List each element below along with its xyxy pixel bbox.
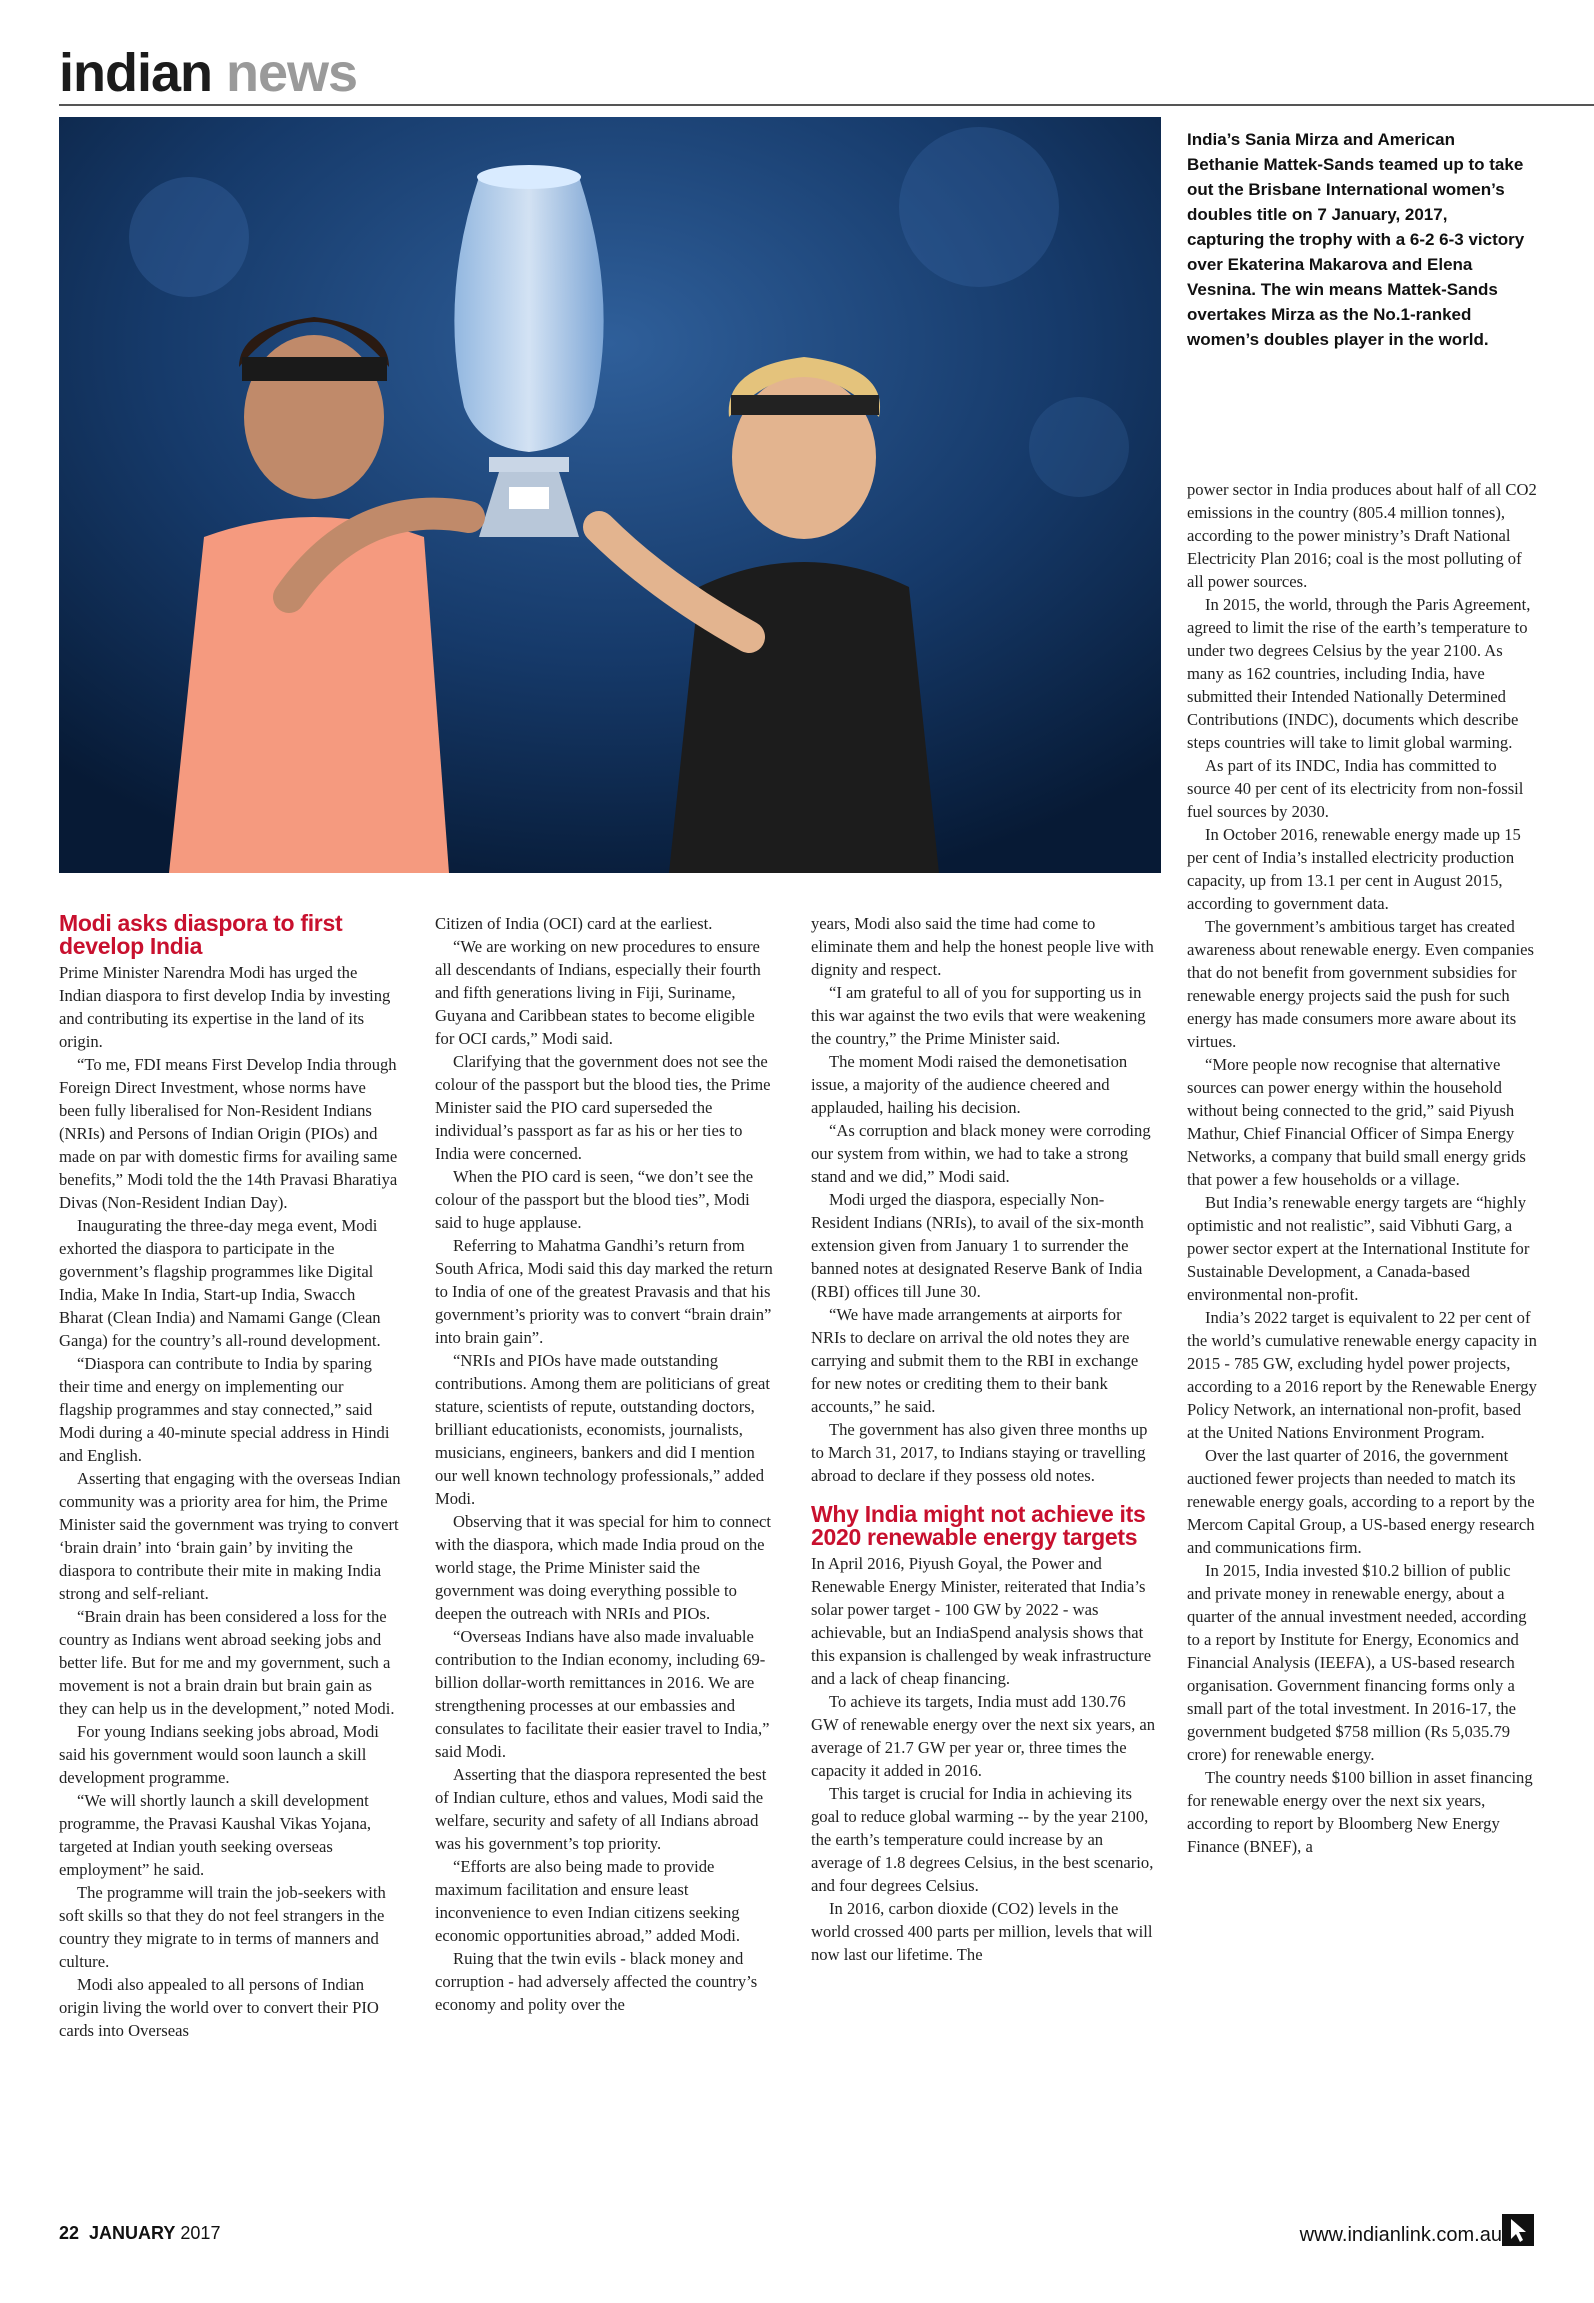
article2-headline: Why India might not achieve its 2020 renewable energy targets <box>811 1501 1146 1550</box>
article1-column-1 <box>59 912 401 2042</box>
article2-paragraph: power sector in India produces about half of all CO2 emissions in the country (805.4 million tonnes), according to the power ministry’s Draft National Electricity Plan 2016; coal is the most polluting of all power sources. <box>1187 480 1537 591</box>
header-rule <box>59 104 1594 106</box>
article1-paragraph: Citizen of India (OCI) card at the earliest. <box>435 914 713 933</box>
article2-paragraph: In October 2016, renewable energy made up 15 per cent of India’s installed electricity production capacity, up from 13.1 per cent in August 2015, according to government data. <box>1187 825 1521 913</box>
masthead <box>59 43 358 103</box>
article1-paragraph: “We have made arrangements at airports for NRIs to declare on arrival the old notes they are carrying and submit them to the RBI in exchange for new notes or crediting them to their bank accounts,” he said. <box>811 1305 1139 1416</box>
footer-url-link[interactable]: www.indianlink.com.au <box>1299 2224 1502 2246</box>
article1-paragraph: “Overseas Indians have also made invaluable contribution to the Indian economy, including 69-billion dollar-worth remittances in 2016. We are strengthening processes at our embassies and consulates to facilitate their easier travel to India,” said Modi. <box>435 1627 770 1761</box>
article1-paragraph: “To me, FDI means First Develop India through Foreign Direct Investment, whose norms have been fully liberalised for Non-Resident Indians (NRIs) and Persons of Indian Origin (PIOs) and made on par with domestic firms for availing same benefits,” Modi told the the 14th Pravasi Bharatiya Divas (Non-Resident Indian Day). <box>59 1055 398 1212</box>
column-3 <box>811 912 1156 1966</box>
article1-column-2 <box>435 912 777 2016</box>
article2-paragraph: In 2015, the world, through the Paris Agreement, agreed to limit the rise of the earth’s temperature to under two degrees Celsius by the year 2100. As many as 162 countries, including India, have submitted their Intended Nationally Determined Contributions (INDC), documents which describe steps countries will take to limit global warming. <box>1187 595 1531 752</box>
footer-folio <box>59 2223 220 2244</box>
article1-paragraph: “Efforts are also being made to provide maximum facilitation and ensure least inconvenience to even Indian citizens seeking economic opportunities abroad,” added Modi. <box>435 1857 741 1945</box>
article1-paragraph: The moment Modi raised the demonetisation issue, a majority of the audience cheered and applauded, hailing his decision. <box>811 1052 1128 1117</box>
issue-month: JANUARY <box>89 2223 176 2243</box>
article2-paragraph: But India’s renewable energy targets are “highly optimistic and not realistic”, said Vibhuti Garg, a power sector expert at the International Institute for Sustainable Development, a Canada-based environmental non-profit. <box>1187 1193 1530 1304</box>
article1-paragraph: “NRIs and PIOs have made outstanding contributions. Among them are politicians of great stature, scientists of repute, outstanding doctors, brilliant educationists, economists, journalists, musicians, engineers, bankers and did I mention our well known technology professionals,” added Modi. <box>435 1351 771 1508</box>
article1-paragraph: “Diaspora can contribute to India by sparing their time and energy on implementing our flagship programmes and stay connected,” said Modi during a 40-minute special address in Hindi and English. <box>59 1354 390 1465</box>
article2-paragraph: The country needs $100 billion in asset financing for renewable energy over the next six years, according to report by Bloomberg New Energy Finance (BNEF), a <box>1187 1768 1533 1856</box>
article1-paragraph: Modi also appealed to all persons of Indian origin living the world over to convert their PIO cards into Overseas <box>59 1975 379 2040</box>
article1-paragraph: Asserting that the diaspora represented the best of Indian culture, ethos and values, Modi said the welfare, security and safety of all Indians abroad was his government’s top priority. <box>435 1765 767 1853</box>
article1-paragraph: Ruing that the twin evils - black money and corruption - had adversely affected the country’s economy and polity over the <box>435 1949 758 2014</box>
article1-paragraph: “I am grateful to all of you for supporting us in this war against the two evils that were weakening the country,” the Prime Minister said. <box>811 983 1146 1048</box>
article2-paragraph: In 2015, India invested $10.2 billion of public and private money in renewable energy, about a quarter of the annual investment needed, according to a report by Institute for Energy, Economics and Financial Analysis (IEEFA), a US-based research organisation. Government financing forms only a small part of the total investment. In 2016-17, the government budgeted $758 million (Rs 5,035.79 crore) for renewable energy. <box>1187 1561 1527 1764</box>
article1-paragraph: The programme will train the job-seekers with soft skills so that they do not feel strangers in the country they migrate to in terms of manners and culture. <box>59 1883 386 1971</box>
issue-year: 2017 <box>180 2223 221 2243</box>
article1-paragraph: Referring to Mahatma Gandhi’s return from South Africa, Modi said this day marked the return to India of one of the greatest Pravasis and that his government’s priority was to convert “brain drain” into brain gain”. <box>435 1236 773 1347</box>
article2-paragraph: The government’s ambitious target has created awareness about renewable energy. Even companies that do not benefit from government subsidies for renewable energy projects said the push for such energy has made consumers more aware about its virtues. <box>1187 917 1534 1051</box>
article1-paragraph: The government has also given three months up to March 31, 2017, to Indians staying or travelling abroad to declare if they possess old notes. <box>811 1420 1148 1485</box>
article1-paragraph: Prime Minister Narendra Modi has urged the Indian diaspora to first develop India by investing and contributing its expertise in the land of its origin. <box>59 963 391 1051</box>
article2-paragraph: As part of its INDC, India has committed to source 40 per cent of its electricity from non-fossil fuel sources by 2030. <box>1187 756 1524 821</box>
article1-paragraph: Inaugurating the three-day mega event, Modi exhorted the diaspora to participate in the government’s flagship programmes like Digital India, Make In India, Start-up India, Swacch Bharat (Clean India) and Namami Gange (Clean Ganga) for the country’s all-round development. <box>59 1216 381 1350</box>
page-number: 22 <box>59 2223 80 2243</box>
article1-paragraph: “We are working on new procedures to ensure all descendants of Indians, especially their fourth and fifth generations living in Fiji, Suriname, Guyana and Caribbean states to become eligible for OCI cards,” Modi said. <box>435 937 761 1048</box>
pointer-logo-icon <box>1502 2214 1534 2246</box>
article2-column-4 <box>1187 478 1537 1858</box>
article1-paragraph: Clarifying that the government does not see the colour of the passport but the blood ties, the Prime Minister said the PIO card superseded the individual’s passport as far as his or her ties to India were concerned. <box>435 1052 771 1163</box>
article1-paragraph: “Brain drain has been considered a loss for the country as Indians went abroad seeking jobs and better life. But for me and my government, such a movement is not a brain drain but brain gain as they can help us in the development,” noted Modi. <box>59 1607 395 1718</box>
masthead-word-news: news <box>226 43 358 103</box>
article1-paragraph: “As corruption and black money were corroding our system from within, we had to take a strong stand and we did,” Modi said. <box>811 1121 1151 1186</box>
article1-paragraph: years, Modi also said the time had come to eliminate them and help the honest people live with dignity and respect. <box>811 914 1154 979</box>
article2-paragraph: Over the last quarter of 2016, the government auctioned fewer projects than needed to match its renewable energy goals, according to a report by the Mercom Capital Group, a US-based energy research and communications firm. <box>1187 1446 1535 1557</box>
article1-paragraph: Observing that it was special for him to connect with the diaspora, which made India proud on the world stage, the Prime Minister said the government was doing everything possible to deepen the outreach with NRIs and PIOs. <box>435 1512 771 1623</box>
article2-paragraph: India’s 2022 target is equivalent to 22 per cent of the world’s cumulative renewable energy capacity in 2015 - 785 GW, excluding hydel power projects, according to a 2016 report by the Renewable Energy Policy Network, an international non-profit, based at the United Nations Environment Program. <box>1187 1308 1537 1442</box>
article1-paragraph: For young Indians seeking jobs abroad, Modi said his government would soon launch a skill development programme. <box>59 1722 379 1787</box>
article1-paragraph: When the PIO card is seen, “we don’t see the colour of the passport but the blood ties”, Modi said to huge applause. <box>435 1167 754 1232</box>
article2-paragraph: “More people now recognise that alternative sources can power energy within the household without being connected to the grid,” said Piyush Mathur, Chief Financial Officer of Simpa Energy Networks, a company that build small energy grids that power a few households or a village. <box>1187 1055 1526 1189</box>
article1-paragraph: “We will shortly launch a skill development programme, the Pravasi Kaushal Vikas Yojana, targeted at Indian youth seeking overseas employment” he said. <box>59 1791 372 1879</box>
masthead-word-indian: indian <box>59 43 212 103</box>
article1-headline: Modi asks diaspora to first develop India <box>59 910 343 959</box>
article2-paragraph: To achieve its targets, India must add 130.76 GW of renewable energy over the next six years, an average of 21.7 GW per year or, three times the capacity it added in 2016. <box>811 1692 1156 1780</box>
photo-caption: India’s Sania Mirza and American Bethanie Mattek-Sands teamed up to take out the Brisbane International women’s doubles title on 7 January, 2017, capturing the trophy with a 6-2 6-3 victory over Ekaterina Makarova and Elena Vesnina. The win means Mattek-Sands overtakes Mirza as the No.1-ranked women’s doubles player in the world. <box>1187 130 1525 349</box>
article2-paragraph: This target is crucial for India in achieving its goal to reduce global warming -- by the year 2100, the earth’s temperature could increase by an average of 1.8 degrees Celsius, in the best scenario, and four degrees Celsius. <box>811 1784 1154 1895</box>
article2-paragraph: In April 2016, Piyush Goyal, the Power and Renewable Energy Minister, reiterated that India’s solar power target - 100 GW by 2022 - was achievable, but an IndiaSpend analysis shows that this expansion is challenged by weak infrastructure and a lack of cheap financing. <box>811 1554 1152 1688</box>
feature-photo <box>59 117 1161 873</box>
article1-paragraph: Modi urged the diaspora, especially Non-Resident Indians (NRIs), to avail of the six-month extension given from January 1 to surrender the banned notes at designated Reserve Bank of India (RBI) offices till June 30. <box>811 1190 1144 1301</box>
article2-paragraph: In 2016, carbon dioxide (CO2) levels in the world crossed 400 parts per million, levels that will now last our lifetime. The <box>811 1899 1153 1964</box>
article1-paragraph: Asserting that engaging with the overseas Indian community was a priority area for him, the Prime Minister said the government was trying to convert ‘brain drain’ into ‘brain gain’ by inviting the diaspora to contribute their mite in making India strong and self-reliant. <box>59 1469 401 1603</box>
